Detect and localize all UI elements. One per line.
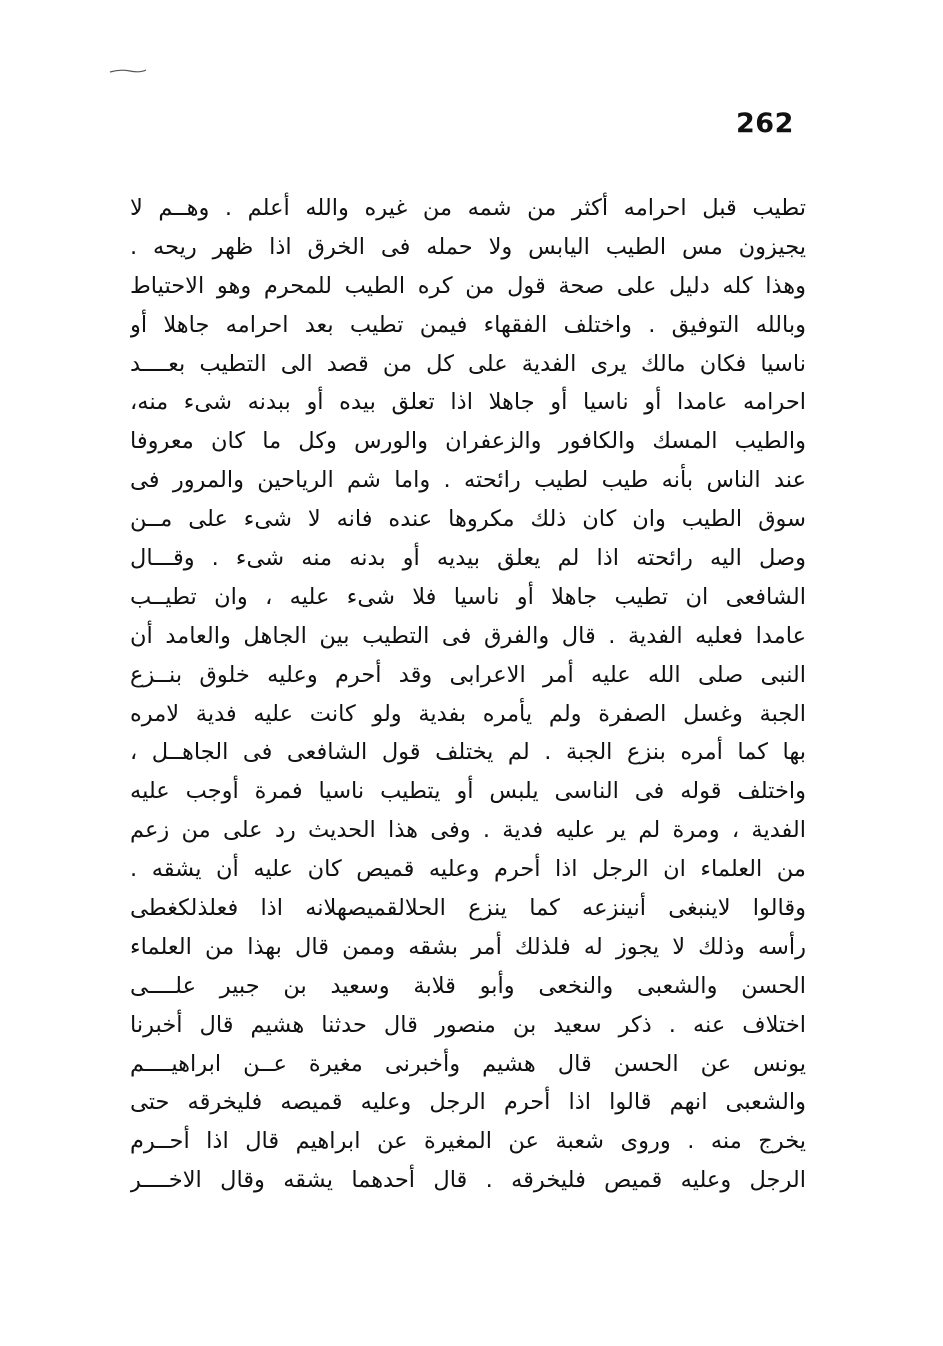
text-line: يونس عن الحسن قال هشيم وأخبرنى مغيرة عــن ابراهيــــم <box>130 1050 806 1077</box>
text-line: تطيب قبل احرامه أكثر من شمه من غيره والله أعلم . وهــم لا <box>130 195 806 221</box>
text-line: احرامه عامدا أو ناسيا أو جاهلا اذا تعلق بيده أو ببدنه شىء منه، <box>130 389 806 416</box>
body-text <box>130 189 806 1200</box>
text-line: الرجل وعليه قميص فليخرقه . قال أحدهما يشقه وقال الاخــــر <box>130 1167 806 1194</box>
scan-mark-decoration <box>108 66 148 76</box>
text-line: واختلف قوله فى الناسى يلبس أو يتطيب ناسيا فمرة أوجب عليه <box>130 778 806 805</box>
text-line: بها كما أمره بنزع الجبة . لم يختلف قول الشافعى فى الجاهــل ، <box>130 739 806 766</box>
text-line: وهذا كله دليل على صحة قول من كره الطيب للمحرم وهو الاحتياط <box>130 272 806 299</box>
text-line: والطيب المسك والكافور والزعفران والورس وكل ما كان معروفا <box>130 428 806 455</box>
text-line: الشافعى ان تطيب جاهلا أو ناسيا فلا شىء عليه ، وان تطيــب <box>130 583 806 610</box>
text-line: من العلماء ان الرجل اذا أحرم وعليه قميص كان عليه أن يشقه . <box>130 856 806 883</box>
text-line: رأسه وذلك لا يجوز له فلذلك أمر بشقه وممن قال بهذا من العلماء <box>130 933 806 960</box>
text-line: وبالله التوفيق . واختلف الفقهاء فيمن تطيب بعد احرامه جاهلا أو <box>130 311 806 338</box>
text-line: يخرج منه . وروى شعبة عن المغيرة عن ابراهيم قال اذا أحــرم <box>130 1128 806 1155</box>
text-line: سوق الطيب وان كان ذلك مكروها عنده فانه لا شىء على مــن <box>130 506 806 533</box>
text-line: النبى صلى الله عليه أمر الاعرابى وقد أحرم وعليه خلوق بنــزع <box>130 661 806 688</box>
text-line: يجيزون مس الطيب اليابس ولا حمله فى الخرق اذا ظهر ريحه . <box>130 233 806 260</box>
text-line: الحسن والشعبى والنخعى وأبو قلابة وسعيد بن جبير علــــى <box>130 972 806 999</box>
text-line: اختلاف عنه . ذكر سعيد بن منصور قال حدثنا هشيم قال أخبرنا <box>130 1011 806 1038</box>
text-line: عند الناس بأنه طيب لطيب رائحته . واما شم الرياحين والمرور فى <box>130 467 806 494</box>
text-line: والشعبى انهم قالوا اذا أحرم الرجل وعليه قميصه فليخرقه حتى <box>130 1089 806 1116</box>
text-line: ناسيا فكان مالك يرى الفدية على كل من قصد الى التطيب بعــــد <box>130 350 806 377</box>
text-line: عامدا فعليه الفدية . قال والفرق فى التطيب بين الجاهل والعامد أن <box>130 622 806 649</box>
text-line: وصل اليه رائحته اذا لم يعلق بيديه أو بدنه منه شىء . وقـــال <box>130 545 806 572</box>
text-line: وقالوا لاينبغى أنينزعه كما ينزع الحلالقميصهلانه اذا فعلذلكغطى <box>130 895 806 922</box>
text-line: الجبة وغسل الصفرة ولم يأمره بفدية ولو كانت عليه فدية لامره <box>130 700 806 727</box>
text-line: الفدية ، ومرة لم ير عليه فدية . وفى هذا الحديث رد على من زعم <box>130 817 806 844</box>
page-number: 262 <box>736 108 794 139</box>
